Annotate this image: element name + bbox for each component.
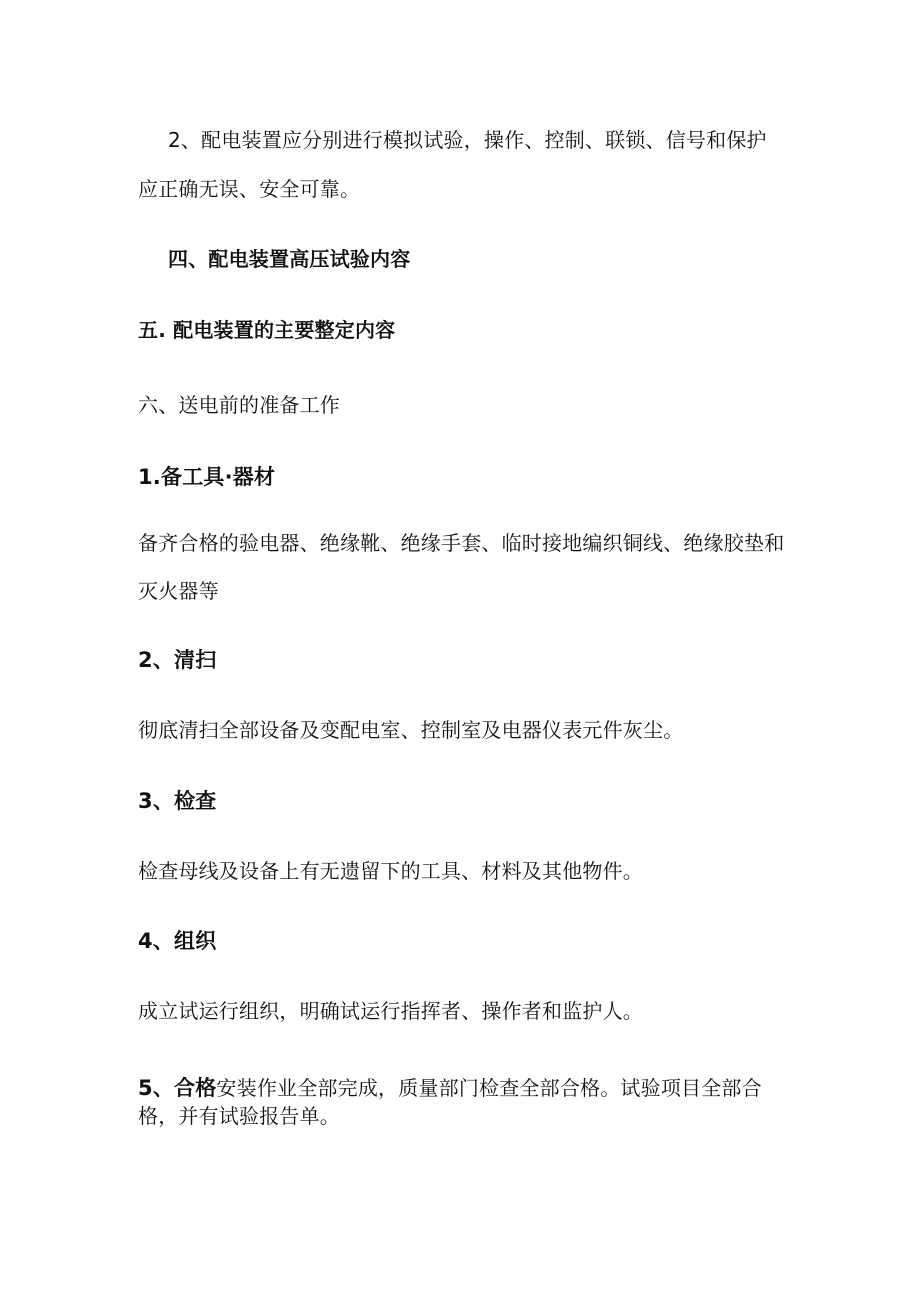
cleaning-paragraph: 彻底清扫全部设备及变配电室、控制室及电器仪表元件灰尘。: [138, 718, 684, 742]
qualified-text-line-1: 安装作业全部完成，质量部门检查全部合格。试验项目全部合: [216, 1076, 762, 1100]
subheading-inspection: 3、检查: [138, 789, 217, 813]
qualified-paragraph-line-2: 格，并有试验报告单。: [138, 1104, 340, 1128]
subheading-organization: 4、组织: [138, 929, 217, 953]
subheading-tools-materials: 1.备工具·器材: [138, 465, 276, 489]
subheading-qualified: 5、合格: [138, 1076, 217, 1100]
subheading-cleaning: 2、清扫: [138, 648, 217, 672]
paragraph-2-line-2: 应正确无误、安全可靠。: [138, 177, 361, 201]
organization-paragraph: 成立试运行组织，明确试运行指挥者、操作者和监护人。: [138, 999, 643, 1023]
heading-section-5: 五. 配电装置的主要整定内容: [138, 318, 396, 342]
inspection-paragraph: 检查母线及设备上有无遗留下的工具、材料及其他物件。: [138, 859, 643, 883]
paragraph-2-line-1: 2、配电装置应分别进行模拟试验，操作、控制、联锁、信号和保护: [168, 128, 767, 152]
heading-section-6: 六、送电前的准备工作: [138, 393, 340, 417]
qualified-paragraph-line-1: [138, 1076, 762, 1100]
heading-section-4: 四、配电装置高压试验内容: [168, 247, 411, 271]
tools-paragraph-line-2: 灭火器等: [138, 579, 219, 603]
tools-paragraph-line-1: 备齐合格的验电器、绝缘靴、绝缘手套、临时接地编织铜线、绝缘胶垫和: [138, 531, 785, 555]
